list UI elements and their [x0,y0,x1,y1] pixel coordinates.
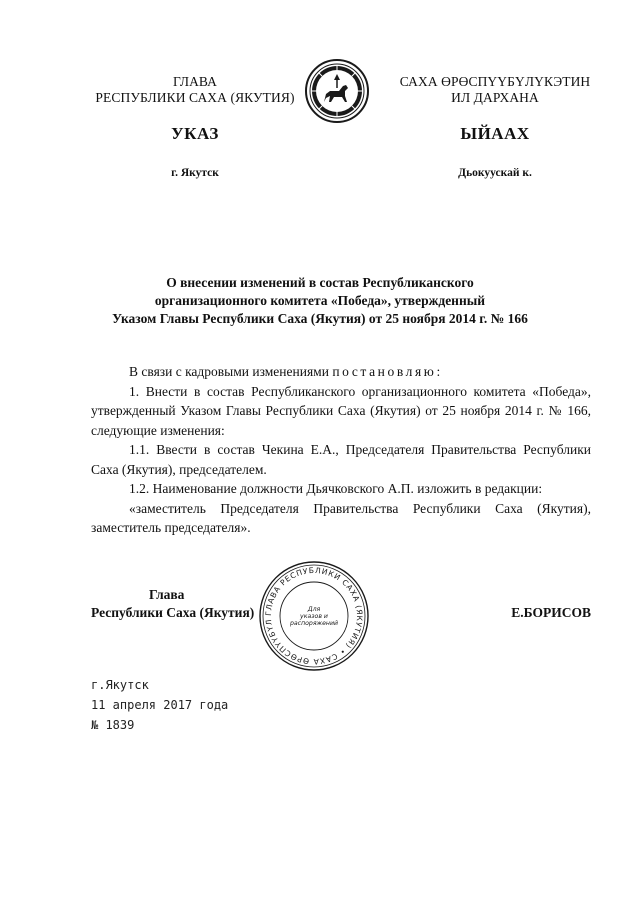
registration-number: № 1839 [91,718,135,732]
body-intro-resolve: постановляю: [332,364,443,379]
stamp-icon [258,560,370,672]
right-city: Дьокуускай к. [458,167,532,179]
left-city: г. Якутск [171,167,219,179]
signature-name: Е.БОРИСОВ [511,605,591,620]
body-paragraph-1: 1. Внести в состав Республиканского организационного комитета «Победа», утвержденный Указом Главы Республики Саха (Якутия) от 25 ноября 2014 г. № 166, следующие изменения: [91,383,591,438]
subject-line1: О внесении изменений в состав Республиканского [166,275,474,290]
stamp-center-line3: распоряжений [289,620,339,627]
header-right-block [380,74,610,106]
decree-subject [60,274,580,328]
coat-of-arms-icon [304,58,370,124]
body-intro-text: В связи с кадровыми изменениями [129,364,329,379]
stamp-center-line1: Для [307,606,321,613]
body-paragraph-1-1: 1.1. Ввести в состав Чекина Е.А., Председателя Правительства Республики Саха (Якутия), председателем. [91,442,591,477]
official-stamp [258,560,370,672]
left-doc-title: УКАЗ [171,124,219,143]
body-paragraph-1-2-quote: «заместитель Председателя Правительства Республики Саха (Якутия), заместитель председателя». [91,500,591,535]
subject-line3: Указом Главы Республики Саха (Якутия) от 25 ноября 2014 г. № 166 [112,311,528,326]
signature-position-line2: Республики Саха (Якутия) [91,605,255,620]
header-right-line1: САХА ӨРӨСПҮҮБҮЛҮКЭТИН [399,74,591,89]
body-intro [91,362,591,382]
signature-position-line1: Глава [149,587,185,602]
registration-block [91,675,228,735]
stamp-center-line2: указов и [300,613,328,620]
right-doc-title: ЫЙААХ [460,124,530,143]
registration-city: г.Якутск [91,678,149,692]
header-left-line2: РЕСПУБЛИКИ САХА (ЯКУТИЯ) [95,90,295,105]
header-right-line2: ИЛ ДАРХАНА [451,90,539,105]
stamp-ring-text: ГЛАВА РЕСПУБЛИКИ САХА (ЯКУТИЯ) • САХА ӨРӨСПҮҮБҮЛ [263,565,365,667]
body-paragraph-1-2: 1.2. Наименование должности Дьячковского А.П. изложить в редакции: [129,481,543,496]
header-left-line1: ГЛАВА [172,74,218,89]
header-left-block [80,74,310,106]
decree-body [91,362,591,538]
registration-date: 11 апреля 2017 года [91,698,229,712]
subject-line2: организационного комитета «Победа», утвержденный [154,293,486,308]
